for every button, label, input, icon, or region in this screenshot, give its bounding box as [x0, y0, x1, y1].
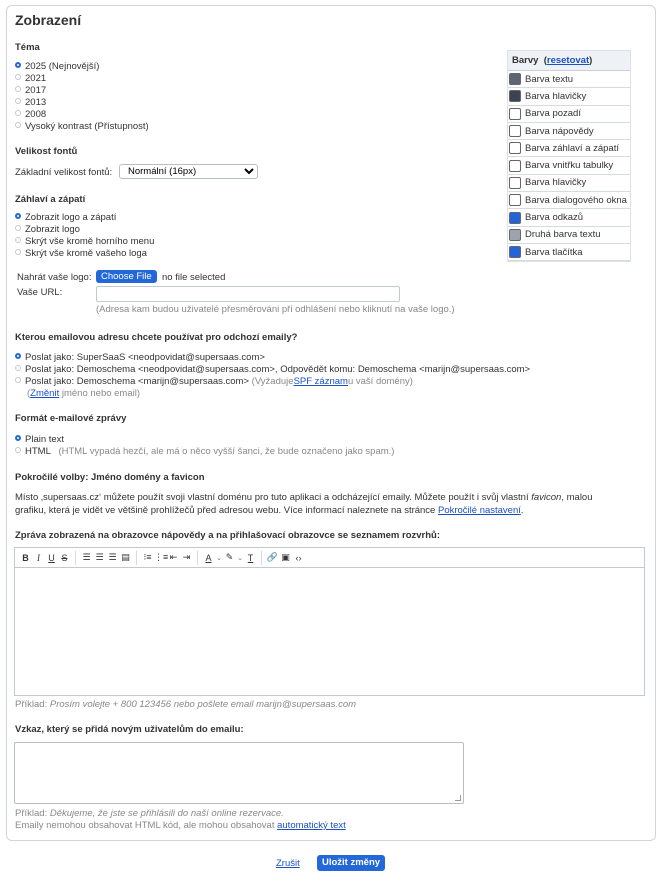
choose-file-button[interactable]: Choose File — [96, 270, 157, 283]
theme-heading: Téma — [15, 42, 40, 53]
header-footer-option[interactable]: Zobrazit logo — [15, 224, 80, 235]
color-label: Barva pozadí — [525, 108, 581, 120]
color-label: Barva hlavičky — [525, 90, 587, 102]
welcome-message-textarea[interactable] — [14, 742, 464, 804]
save-changes-button[interactable]: Uložit změny — [317, 855, 385, 871]
color-row[interactable] — [508, 88, 630, 105]
color-row[interactable] — [508, 227, 630, 244]
color-row[interactable] — [508, 71, 630, 88]
color-label: Barva odkazů — [525, 212, 584, 224]
advanced-heading: Pokročilé volby: Jméno domény a favicon — [15, 472, 205, 483]
color-swatch[interactable] — [509, 142, 521, 154]
color-row[interactable] — [508, 209, 630, 226]
color-row[interactable] — [508, 106, 630, 123]
font-size-label: Základní velikost fontů: — [15, 167, 113, 178]
header-footer-option[interactable]: Skrýt vše kromě horního menu — [15, 236, 154, 247]
color-row[interactable] — [508, 192, 630, 209]
bullet-list-icon[interactable]: ⁝≡ — [143, 552, 152, 562]
color-swatch[interactable] — [509, 212, 521, 224]
radio-icon[interactable] — [15, 98, 21, 104]
email-option-1[interactable]: Poslat jako: SuperSaaS <neodpovidat@supersaas.com> — [15, 352, 265, 363]
radio-icon[interactable] — [15, 237, 21, 243]
clear-format-icon[interactable]: T — [247, 552, 254, 563]
advanced-line-2: grafiku, která je vidět ve většině prohlížečů před adresou webu. Více informací naleznete na stránce Pokročilé nastavení. — [15, 505, 524, 516]
align-justify-icon[interactable]: ▤ — [121, 552, 130, 562]
radio-icon[interactable] — [15, 86, 21, 92]
email-heading: Kterou emailovou adresu chcete používat pro odchozí emaily? — [15, 332, 298, 343]
header-footer-option[interactable]: Zobrazit logo a zápatí — [15, 212, 116, 223]
theme-option[interactable]: 2017 — [15, 85, 46, 96]
color-swatch[interactable] — [509, 194, 521, 206]
color-label: Barva dialogového okna — [525, 194, 627, 206]
align-left-icon[interactable]: ☰ — [82, 552, 91, 562]
highlight-icon[interactable]: ✎ — [225, 552, 234, 562]
numbered-list-icon[interactable]: ⋮≡ — [154, 552, 169, 562]
color-swatch[interactable] — [509, 90, 521, 102]
theme-option[interactable]: 2025 (Nejnovější) — [15, 61, 99, 72]
indent-icon[interactable]: ⇥ — [182, 552, 191, 562]
color-swatch[interactable] — [509, 160, 521, 172]
color-label: Druhá barva textu — [525, 229, 601, 241]
spf-record-link[interactable]: SPF záznam — [293, 376, 348, 387]
color-label: Barva vnitřku tabulky — [525, 160, 614, 172]
email-option-3[interactable]: Poslat jako: Demoschema <marijn@supersaas.com> (VyžadujeSPF záznamu vaší domény) — [15, 376, 413, 387]
advanced-settings-link[interactable]: Pokročilé nastavení — [437, 505, 521, 516]
help-example: Příklad: Prosím volejte + 800 123456 nebo pošlete email marijn@supersaas.com — [15, 699, 357, 710]
link-icon[interactable]: 🔗 — [266, 552, 279, 562]
colors-panel — [507, 50, 631, 262]
radio-icon[interactable] — [15, 74, 21, 80]
welcome-example: Příklad: Děkujeme, že jste se přihlásili do naší online rezervace. — [15, 808, 284, 819]
theme-option[interactable]: 2013 — [15, 97, 46, 108]
header-footer-heading: Záhlaví a zápatí — [15, 194, 86, 205]
welcome-heading: Vzkaz, který se přidá novým uživatelům do emailu: — [15, 724, 244, 735]
chevron-down-icon[interactable]: ⌄ — [216, 554, 222, 562]
strikethrough-icon[interactable]: S — [61, 552, 68, 563]
color-swatch[interactable] — [509, 177, 521, 189]
welcome-note: Emaily nemohou obsahovat HTML kód, ale mohou obsahovat automatický text — [15, 820, 346, 831]
italic-icon[interactable]: I — [37, 552, 40, 563]
theme-option[interactable]: 2021 — [15, 73, 46, 84]
email-format-heading: Formát e-mailové zprávy — [15, 413, 127, 424]
text-color-icon[interactable]: A — [205, 552, 212, 563]
color-swatch[interactable] — [509, 246, 521, 258]
color-swatch[interactable] — [509, 73, 521, 85]
radio-icon[interactable] — [15, 377, 21, 383]
color-row[interactable] — [508, 157, 630, 174]
colors-header: Barvy (resetovat) — [508, 51, 630, 71]
url-hint: (Adresa kam budou uživatelé přesměrováni při odhlášení nebo kliknutí na vaše logo.) — [96, 304, 455, 315]
email-option-2[interactable]: Poslat jako: Demoschema <neodpovidat@supersaas.com>, Odpovědět komu: Demoschema <marijn@supersaas.com> — [15, 364, 530, 375]
font-size-select[interactable] — [119, 164, 258, 179]
code-view-icon[interactable]: ‹› — [295, 552, 302, 563]
no-file-text: no file selected — [162, 272, 226, 283]
color-label: Barva tlačítka — [525, 246, 583, 258]
color-label: Barva nápovědy — [525, 125, 594, 137]
color-row[interactable] — [508, 175, 630, 192]
automatic-text-link[interactable]: automatický text — [277, 820, 346, 831]
radio-icon[interactable] — [15, 62, 21, 68]
image-icon[interactable]: ▣ — [281, 552, 290, 562]
underline-icon[interactable]: U — [48, 552, 55, 563]
color-swatch[interactable] — [509, 108, 521, 120]
cancel-link[interactable]: Zrušit — [276, 858, 300, 869]
font-size-heading: Velikost fontů — [15, 146, 78, 157]
colors-heading: Barvy — [512, 55, 539, 66]
radio-icon[interactable] — [15, 249, 21, 255]
page-title: Zobrazení — [15, 12, 82, 28]
align-center-icon[interactable]: ☰ — [95, 552, 104, 562]
url-input[interactable] — [96, 286, 400, 302]
url-label: Vaše URL: — [17, 287, 63, 298]
header-footer-option[interactable]: Skrýt vše kromě vašeho loga — [15, 248, 147, 259]
upload-logo-label: Nahrát vaše logo: — [17, 272, 92, 283]
radio-icon[interactable] — [15, 365, 21, 371]
resize-grip-icon[interactable] — [455, 795, 461, 801]
bold-icon[interactable]: B — [22, 552, 29, 563]
theme-option[interactable]: Vysoký kontrast (Přístupnost) — [15, 121, 149, 132]
outdent-icon[interactable]: ⇤ — [169, 552, 178, 562]
radio-icon[interactable] — [15, 447, 21, 453]
theme-option[interactable]: 2008 — [15, 109, 46, 120]
format-html[interactable]: HTML (HTML vypadá hezčí, ale má o něco vyšší šanci, že bude označeno jako spam.) — [15, 446, 394, 457]
color-label: Barva hlavičky — [525, 177, 587, 189]
radio-icon[interactable] — [15, 353, 21, 359]
radio-icon[interactable] — [15, 122, 21, 128]
color-swatch[interactable] — [509, 229, 521, 241]
color-row[interactable] — [508, 123, 630, 140]
color-label: Barva záhlaví a zápatí — [525, 142, 619, 154]
align-right-icon[interactable]: ☰ — [108, 552, 117, 562]
radio-icon[interactable] — [15, 213, 21, 219]
radio-icon[interactable] — [15, 435, 21, 441]
color-label: Barva textu — [525, 73, 574, 85]
change-sender-link[interactable]: Změnit — [30, 388, 60, 399]
color-swatch[interactable] — [509, 125, 521, 137]
help-message-heading: Zpráva zobrazená na obrazovce nápovědy a na přihlašovací obrazovce se seznamem rozvrhů: — [15, 530, 441, 541]
advanced-line-1: Místo ‚supersaas.cz‘ můžete použít svoji vlastní doménu pro tuto aplikaci a odcházející emaily. Můžete použít i svůj vlastní favicon, malou — [15, 492, 593, 503]
radio-icon[interactable] — [15, 225, 21, 231]
change-sender: (Změnit jméno nebo email) — [27, 388, 141, 399]
format-plain-text[interactable]: Plain text — [15, 434, 64, 445]
help-message-editor[interactable] — [14, 547, 645, 696]
color-row[interactable] — [508, 244, 630, 261]
editor-toolbar — [15, 548, 644, 568]
chevron-down-icon[interactable]: ⌄ — [237, 554, 243, 562]
radio-icon[interactable] — [15, 110, 21, 116]
color-row[interactable] — [508, 140, 630, 157]
reset-colors-link[interactable]: resetovat — [546, 55, 590, 66]
